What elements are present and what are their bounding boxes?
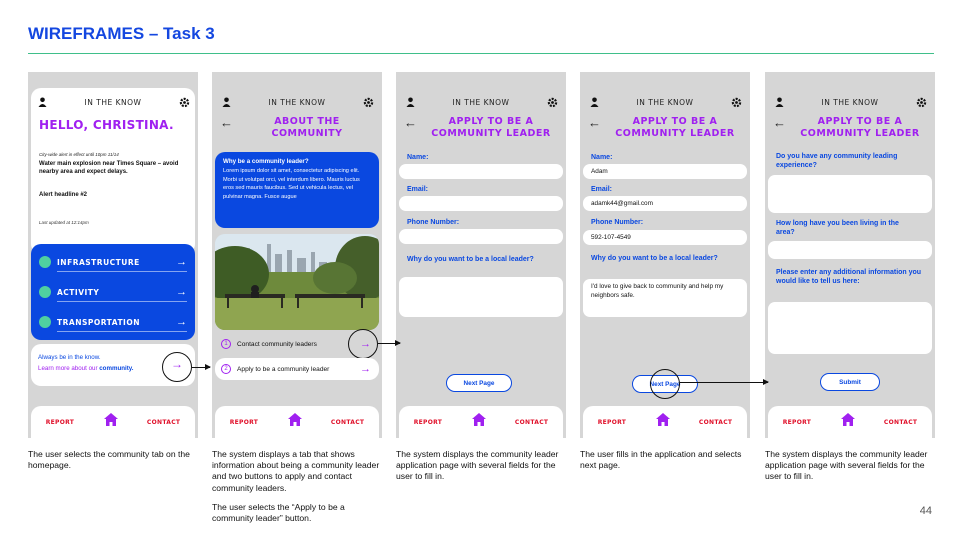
bottom-bar [215, 406, 379, 438]
email-field[interactable] [399, 196, 563, 211]
home-icon[interactable] [841, 413, 855, 431]
info-body: Lorem ipsum dolor sit amet, consectetur adipiscing elit. Morbi ut volutpat orci, vel interdum libero. Mauris luctus eros sed mauris faucibus. Sed ut vehicula lectus, vel pulvinar magna. Fusce augue [223, 168, 360, 200]
info-heading: Why be a community leader? [223, 158, 309, 165]
report-link[interactable]: REPORT [229, 418, 259, 426]
gear-icon[interactable] [362, 96, 374, 108]
right-arrow-icon: → [176, 316, 187, 328]
user-icon[interactable] [220, 96, 232, 108]
name-field[interactable] [399, 164, 563, 179]
info-card [215, 152, 379, 228]
flow-arrow-2 [378, 343, 400, 344]
contact-link[interactable]: CONTACT [330, 418, 365, 426]
link-label: Apply to be a community leader [237, 365, 330, 373]
home-icon[interactable] [656, 413, 670, 431]
greeting: HELLO, CHRISTINA. [39, 118, 174, 132]
report-link[interactable]: REPORT [782, 418, 812, 426]
home-icon[interactable] [104, 413, 118, 431]
page-header [220, 116, 376, 141]
email-label: Email: [591, 186, 613, 193]
top-bar [220, 94, 374, 110]
bottom-bar [583, 406, 747, 438]
contact-link[interactable]: CONTACT [514, 418, 549, 426]
name-label: Name: [407, 154, 429, 161]
alert-headline: Water main explosion near Times Square – avoid nearby area and expect delays. [39, 161, 179, 176]
caption-step-3: The system displays the community leader application page with several fields for the user to fill in. [396, 449, 559, 482]
know-line-2: Learn more about our community. [38, 365, 134, 372]
top-bar [588, 94, 742, 110]
submit-button[interactable]: Submit [820, 373, 880, 391]
home-icon[interactable] [288, 413, 302, 431]
city-park-photo [215, 234, 379, 330]
bottom-bar [399, 406, 563, 438]
page-header [773, 116, 929, 141]
gear-icon[interactable] [546, 96, 558, 108]
app-name: IN THE KNOW [268, 97, 326, 107]
email-label: Email: [407, 186, 429, 193]
nav-activity[interactable] [39, 282, 187, 302]
report-link[interactable]: REPORT [597, 418, 627, 426]
app-name: IN THE KNOW [452, 97, 510, 107]
last-updated: Last updated at 12:14pm [39, 220, 89, 225]
bus-icon [39, 316, 51, 328]
caption-step-4: The user fills in the application and selects next page. [580, 449, 742, 471]
phone-label: Phone Number: [591, 219, 644, 226]
alert-headline-2: Alert headline #2 [39, 192, 88, 198]
selection-highlight [348, 329, 378, 359]
contact-link[interactable]: CONTACT [883, 418, 918, 426]
alert-notice: City-wide alert in effect until 10pm 11/14 [39, 152, 119, 157]
nav-infrastructure[interactable] [39, 252, 187, 272]
right-arrow-icon: → [360, 338, 371, 350]
page-number: 44 [919, 505, 932, 517]
contact-link[interactable]: CONTACT [698, 418, 733, 426]
selection-highlight [162, 352, 192, 382]
home-icon[interactable] [472, 413, 486, 431]
residence-field[interactable] [768, 241, 932, 259]
apply-leader-button[interactable] [215, 358, 379, 380]
right-arrow-icon: → [176, 256, 187, 268]
top-bar [773, 94, 927, 110]
nav-label: TRANSPORTATION [57, 317, 140, 327]
user-icon[interactable] [36, 96, 48, 108]
page-title: APPLY TO BE A COMMUNITY LEADER [615, 116, 735, 140]
slide-title: WIREFRAMES – Task 3 [28, 24, 215, 43]
page-title: APPLY TO BE A COMMUNITY LEADER [431, 116, 551, 140]
step-number: 1 [221, 339, 231, 349]
why-field[interactable] [399, 277, 563, 317]
page-title: ABOUT THE COMMUNITY [271, 116, 343, 140]
user-icon[interactable] [404, 96, 416, 108]
nav-label: ACTIVITY [57, 287, 100, 297]
bell-icon [39, 286, 51, 298]
additional-info-label: Please enter any additional information you would like to tell us here: [776, 269, 922, 286]
wireframe-home [28, 72, 198, 438]
gear-icon[interactable] [915, 96, 927, 108]
phone-label: Phone Number: [407, 219, 460, 226]
additional-info-field[interactable] [768, 302, 932, 354]
experience-label: Do you have any community leading experience? [776, 153, 898, 170]
nav-transportation[interactable] [39, 312, 187, 332]
residence-label: How long have you been living in the area? [776, 220, 899, 237]
experience-field[interactable] [768, 175, 932, 213]
selection-highlight [650, 369, 680, 399]
name-field[interactable]: Adam [583, 164, 747, 179]
wireframe-apply-empty [396, 72, 566, 438]
wireframe-apply-filled [580, 72, 750, 438]
droplet-icon [39, 256, 51, 268]
contact-link[interactable]: CONTACT [146, 418, 181, 426]
caption-step-5: The system displays the community leader application page with several fields for the user to fill in. [765, 449, 928, 482]
page-header [588, 116, 744, 141]
phone-field[interactable]: 592-107-4549 [583, 230, 747, 245]
phone-field[interactable] [399, 229, 563, 244]
app-name: IN THE KNOW [821, 97, 879, 107]
link-label: Contact community leaders [237, 340, 317, 348]
wireframe-apply-page-2 [765, 72, 935, 438]
top-bar [404, 94, 558, 110]
back-arrow-icon[interactable]: ← [773, 115, 786, 130]
bottom-bar [31, 406, 195, 438]
nav-label: INFRASTRUCTURE [57, 257, 140, 267]
why-field[interactable]: I'd love to give back to community and help my neighbors safe. [583, 279, 747, 317]
next-page-button[interactable]: Next Page [446, 374, 512, 392]
top-bar [36, 94, 190, 110]
bottom-bar [768, 406, 932, 438]
user-icon[interactable] [773, 96, 785, 108]
app-name: IN THE KNOW [636, 97, 694, 107]
gear-icon[interactable] [730, 96, 742, 108]
email-field[interactable]: adamk44@gmail.com [583, 196, 747, 211]
title-divider [28, 53, 934, 54]
back-arrow-icon[interactable]: ← [220, 115, 233, 130]
report-link[interactable]: REPORT [45, 418, 75, 426]
back-arrow-icon[interactable]: ← [404, 115, 417, 130]
right-arrow-icon[interactable]: → [171, 357, 183, 371]
report-link[interactable]: REPORT [413, 418, 443, 426]
flow-arrow-1 [192, 367, 210, 368]
page-header [404, 116, 560, 141]
page-title: APPLY TO BE A COMMUNITY LEADER [800, 116, 920, 140]
name-label: Name: [591, 154, 613, 161]
gear-icon[interactable] [178, 96, 190, 108]
back-arrow-icon[interactable]: ← [588, 115, 601, 130]
app-name: IN THE KNOW [84, 97, 142, 107]
why-label: Why do you want to be a local leader? [407, 256, 534, 263]
caption-step-1: The user selects the community tab on the homepage. [28, 449, 190, 471]
user-icon[interactable] [588, 96, 600, 108]
right-arrow-icon: → [176, 286, 187, 298]
category-nav [31, 244, 195, 340]
why-label: Why do you want to be a local leader? [591, 255, 718, 262]
right-arrow-icon: → [360, 363, 371, 375]
next-page-button[interactable]: Next Page [632, 375, 698, 393]
caption-step-2: The system displays a tab that shows information about being a community leader and two buttons to apply and contact community leaders. The user selects the “Apply to be a community leader” button. [212, 449, 380, 523]
step-number: 2 [221, 364, 231, 374]
wireframe-about-community [212, 72, 382, 438]
know-line-1: Always be in the know. [38, 354, 101, 361]
flow-arrow-3 [680, 382, 768, 383]
